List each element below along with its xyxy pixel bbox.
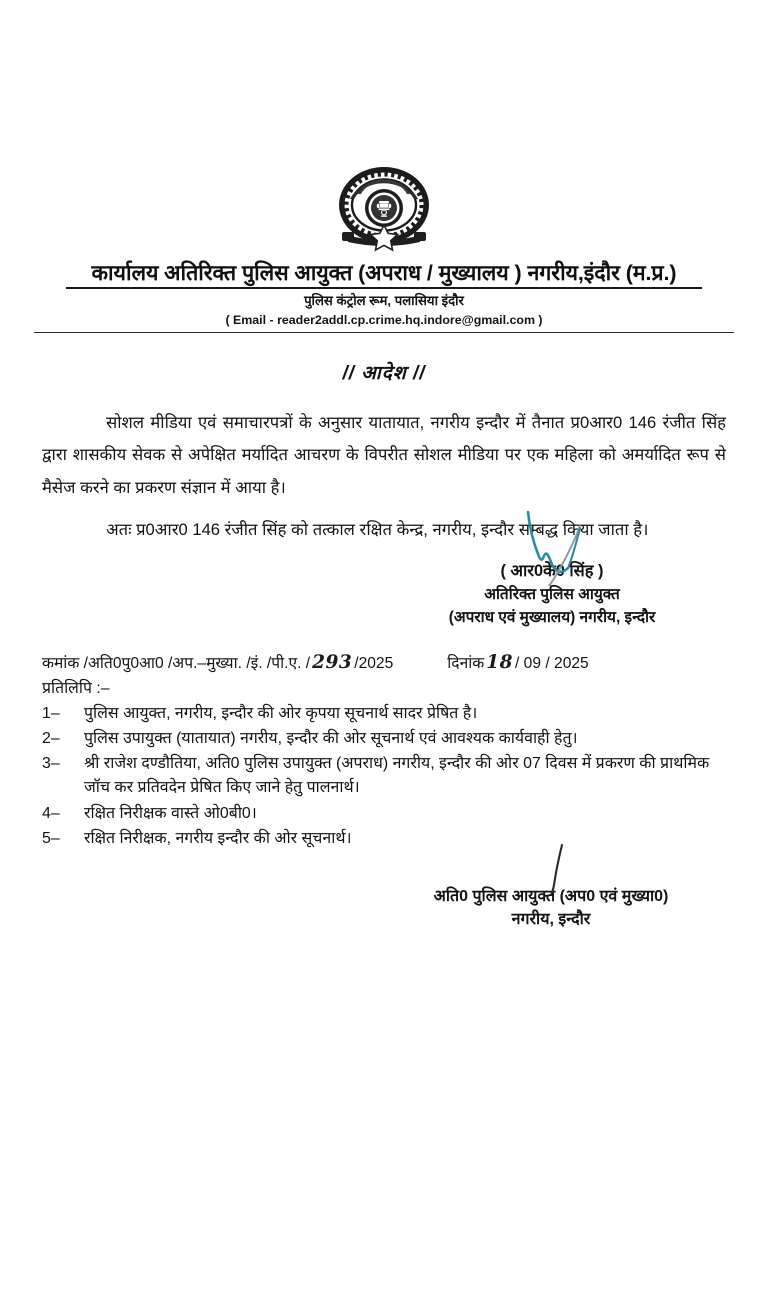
- footer-signature-block: [386, 885, 716, 931]
- reference-number-handwritten: 293: [312, 651, 353, 673]
- date-day-handwritten: 18: [486, 651, 514, 673]
- office-subtitle: पुलिस कंट्रोल रूम, पलासिया इंदौर: [304, 293, 464, 309]
- office-title: कार्यालय अतिरिक्त पुलिस आयुक्त (अपराध / मुख्यालय ) नगरीय,इंदौर (म.प्र.): [66, 261, 703, 289]
- list-item-number: 3–: [42, 755, 60, 773]
- distribution-list: [42, 702, 726, 851]
- list-item: [42, 802, 726, 826]
- office-email: ( Email - reader2addl.cp.crime.hq.indore@gmail.com ): [225, 313, 543, 328]
- order-paragraph-2: अतः प्र0आर0 146 रंजीत सिंह को तत्काल रक्षित केन्द्र, नगरीय, इन्दौर सम्बद्ध किया जाता है।: [106, 520, 649, 540]
- madhya-pradesh-police-emblem-icon: [328, 163, 440, 255]
- list-item-number: 5–: [42, 829, 60, 847]
- footer-signature-line-2: नगरीय, इन्दौर: [511, 911, 591, 929]
- order-heading: // आदेश //: [342, 363, 426, 385]
- list-item-text: रक्षित निरीक्षक वास्ते ओ0बी0।: [84, 804, 257, 822]
- reference-number-suffix: /2025: [354, 654, 394, 672]
- reference-date-group: [447, 651, 588, 673]
- list-item-text: रक्षित निरीक्षक, नगरीय इन्दौर की ओर सूचनार्थ।: [84, 829, 352, 847]
- date-rest: / 09 / 2025: [515, 654, 589, 672]
- order-body: [42, 407, 726, 546]
- signature-department: (अपराध एवं मुख्यालय) नगरीय, इन्दौर: [448, 608, 656, 626]
- letterhead: [0, 261, 768, 333]
- order-paragraph-1: सोशल मीडिया एवं समाचारपत्रों के अनुसार यातायात, नगरीय इन्दौर में तैनात प्र0आर0 146 रंजीत सिंह द्वारा शासकीय सेवक से अपेक्षित मर्यादित आचरण के विपरीत सोशल मीडिया पर एक महिला को अमर्यादित रूप से मैसेज करने का प्रकरण संज्ञान में आया है।: [42, 413, 726, 497]
- signature-block: [402, 560, 702, 628]
- reference-label: कमांक /अति0पु0आ0 /अप.–मुख्या. /इं. /पी.ए. /: [42, 654, 311, 672]
- signature-name: ( आर0के0 सिंह ): [500, 562, 604, 581]
- reference-number-group: [42, 651, 393, 673]
- list-item: [42, 727, 726, 751]
- list-item-number: 4–: [42, 804, 60, 822]
- list-item-number: 1–: [42, 704, 60, 722]
- list-item-text: पुलिस आयुक्त, नगरीय, इन्दौर की ओर कृपया सूचनार्थ सादर प्रेषित है।: [84, 704, 478, 722]
- date-label: दिनांक: [447, 654, 485, 672]
- footer-handwritten-mark-icon: [538, 843, 578, 895]
- list-item: [42, 752, 726, 800]
- list-item-text: श्री राजेश दण्डौतिया, अति0 पुलिस उपायुक्त (अपराध) नगरीय, इन्दौर की ओर 07 दिवस में प्रकरण की प्राथमिक जॉच कर प्रतिवदेन प्रेषित किए जाने हेतु पालनार्थ।: [84, 755, 710, 797]
- list-item: [42, 702, 726, 726]
- letterhead-divider: [34, 332, 734, 333]
- footer-signature-line-1: अति0 पुलिस आयुक्त (अप0 एवं मुख्या0): [433, 887, 669, 905]
- signature-role: अतिरिक्त पुलिस आयुक्त: [484, 586, 620, 604]
- list-item-text: पुलिस उपायुक्त (यातायात) नगरीय, इन्दौर की ओर सूचनार्थ एवं आवश्यक कार्यवाही हेतु।: [84, 730, 578, 748]
- list-item: [42, 827, 726, 851]
- emblem-container: [0, 0, 768, 255]
- list-item-number: 2–: [42, 730, 60, 748]
- reference-row: [42, 651, 726, 673]
- copy-to-label: प्रतिलिपि :–: [42, 679, 110, 697]
